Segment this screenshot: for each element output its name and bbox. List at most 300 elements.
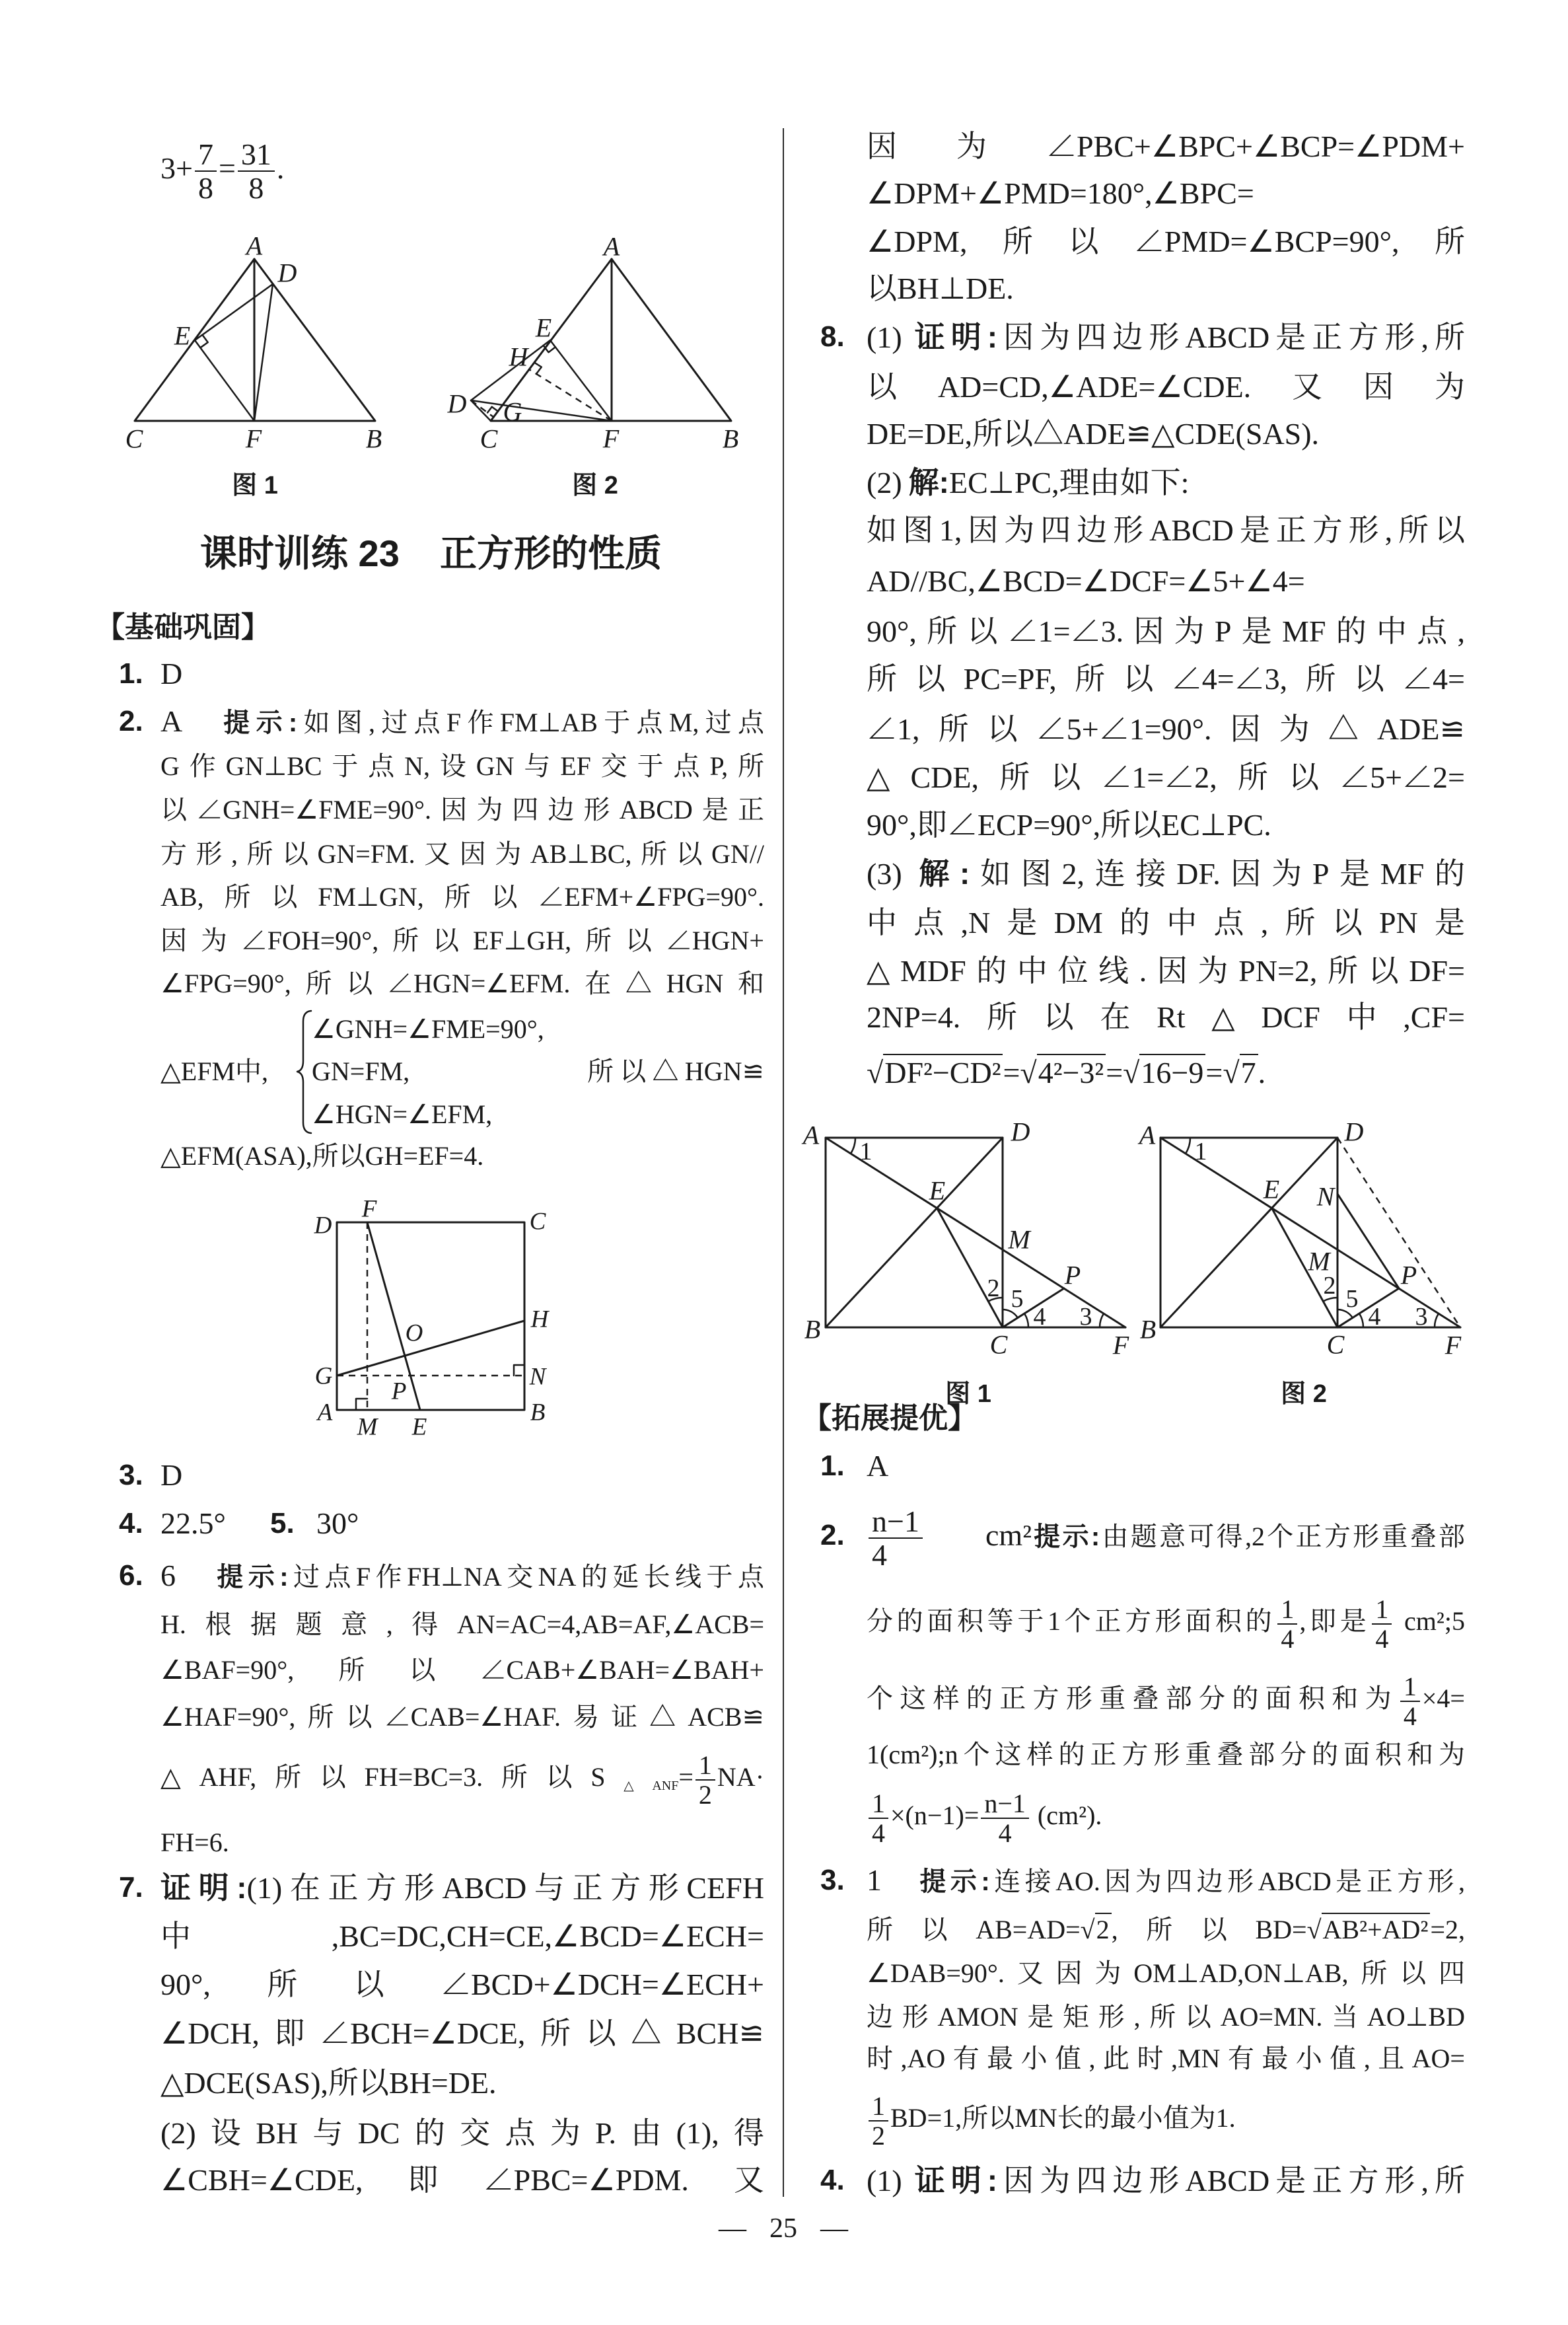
hint-line	[160, 1691, 764, 1744]
proof-line	[867, 215, 1465, 268]
proof-line	[160, 2154, 764, 2207]
point-label: D	[314, 1212, 332, 1239]
text-run: =2,	[1430, 1915, 1465, 1944]
text-run: 方形,所以GN=FM.又因为AB⊥BC,所以GN//	[160, 839, 764, 869]
text-run: ∠BAF=90°,所以∠CAB+∠BAH=∠BAH+	[160, 1655, 764, 1685]
hint-line	[160, 1130, 764, 1183]
solution-label: 解:	[908, 465, 949, 499]
angle-arc	[1024, 1313, 1028, 1327]
text-run: ∠GNH=∠FME=90°,	[312, 1014, 544, 1044]
solution-line	[867, 897, 1465, 949]
point-label: B	[722, 424, 739, 454]
segment-de	[471, 340, 550, 400]
proof-text	[997, 2164, 1465, 2197]
text-run: ×4=	[1421, 1683, 1465, 1713]
text-run: 中点,N是DM的中点,所以PN是	[867, 906, 1465, 940]
answer: 30°	[316, 1506, 359, 1540]
fraction	[981, 1789, 1029, 1847]
question-8-part-1	[820, 311, 1465, 363]
text-run: △AHF,所以FH=BC=3.所以S	[160, 1762, 606, 1792]
segment-af	[1160, 1138, 1460, 1327]
text-run: 如图,过点F作FM⊥AB于点M,过点	[297, 708, 764, 737]
fraction	[869, 1505, 923, 1572]
hint-text	[1100, 1522, 1465, 1551]
text-run: cm²	[924, 1518, 1032, 1552]
text-run: △CDE,所以∠1=∠2,所以∠5+∠2=	[867, 760, 1465, 794]
point-label: P	[1400, 1260, 1417, 1290]
text-run: =√	[1003, 1056, 1037, 1089]
footer-dash-left: —	[719, 2213, 746, 2244]
figure-question-8-2	[1137, 1117, 1462, 1409]
extend-question-4	[820, 2154, 1465, 2207]
question-3	[119, 1449, 764, 1502]
square-abcd	[337, 1222, 524, 1410]
question-number: 8.	[820, 320, 845, 353]
proof-line	[867, 408, 1465, 461]
angle-label: 4	[1033, 1303, 1046, 1331]
text-run: .	[276, 151, 285, 185]
fraction-denominator: 4	[1403, 1701, 1417, 1731]
dashed-segment-dg	[471, 400, 493, 417]
text-run: 以∠GNH=∠FME=90°.因为四边形ABCD是正	[160, 795, 764, 825]
text-run: G作GN⊥BC于点N,设GN与EF交于点P,所	[160, 751, 764, 781]
fraction-numerator: 1	[1400, 1672, 1420, 1702]
text-run: 以AD=CD,∠ADE=∠CDE.又因为	[867, 370, 1465, 404]
figure-caption: 图 2	[1281, 1380, 1327, 1408]
fraction-numerator: 1	[1277, 1595, 1297, 1625]
figure-caption: 图 2	[572, 472, 618, 499]
solution-label: 解:	[908, 856, 970, 891]
text-run: 90°,所以∠1=∠3.因为P是MF的中点,	[867, 614, 1465, 648]
fraction-denominator: 8	[197, 171, 213, 205]
point-label: D	[1344, 1117, 1364, 1147]
extend-question-1	[820, 1440, 1465, 1493]
point-label: G	[503, 396, 522, 427]
solution-line	[867, 945, 1465, 998]
text-run: =	[678, 1762, 694, 1792]
angle-arc	[988, 1298, 1003, 1302]
text-run: ∠HGN=∠EFM,	[312, 1099, 493, 1129]
question-number: 4.	[119, 1507, 143, 1539]
text-run: 3+	[160, 151, 193, 185]
point-label: H	[509, 342, 528, 372]
question-number: 7.	[119, 1871, 143, 1903]
point-label: A	[802, 1120, 820, 1150]
radicand: 2	[1095, 1913, 1112, 1944]
text-run: 由题意可得,2个正方形重叠部	[1100, 1522, 1465, 1551]
text-run: 个这样的正方形重叠部分的面积和为	[867, 1683, 1398, 1713]
fraction-denominator: 2	[872, 2120, 885, 2151]
text-run: 时,AO有最小值,此时,MN有最小值,且AO=	[867, 2044, 1465, 2073]
proof-label: 证明:	[908, 2163, 998, 2197]
text-run: 过点F作FH⊥NA交NA的延长线于点	[288, 1562, 764, 1592]
part-tag: (2)	[867, 466, 902, 499]
segment-np	[1337, 1194, 1399, 1288]
fraction-numerator: 1	[695, 1751, 715, 1781]
solution-line	[867, 751, 1465, 804]
text-run: H.根据题意,得AN=AC=4,AB=AF,∠ACB=	[160, 1609, 764, 1639]
angle-arc	[1337, 1310, 1353, 1318]
fraction	[238, 138, 275, 205]
hint-line	[160, 1741, 764, 1814]
angle-label: 3	[1415, 1303, 1428, 1331]
hint-text	[990, 1866, 1465, 1896]
extend-question-3	[820, 1854, 1466, 1907]
angle-arc	[1186, 1138, 1190, 1154]
point-label: A	[317, 1399, 333, 1426]
triangle-abc	[135, 259, 375, 421]
point-label: E	[929, 1175, 946, 1206]
dashed-segment-fh	[529, 369, 612, 421]
text-run: 分的面积等于1个正方形面积的	[867, 1606, 1276, 1636]
question-number: 3.	[119, 1459, 143, 1491]
point-label: B	[804, 1314, 821, 1345]
question-number: 2.	[119, 705, 143, 737]
fraction-numerator: n−1	[869, 1505, 923, 1539]
point-label: O	[405, 1319, 423, 1347]
angle-label: 2	[1323, 1272, 1336, 1300]
diagonal-bd	[826, 1138, 1003, 1327]
hint-label: 提示:	[217, 708, 298, 737]
point-label: M	[1308, 1246, 1330, 1276]
angle-label: 1	[1194, 1138, 1207, 1165]
text-run: 1(cm²);n个这样的正方形重叠部分的面积和为	[867, 1740, 1465, 1769]
dashed-segment-df	[1337, 1138, 1460, 1327]
text-run: ×(n−1)=	[890, 1800, 980, 1830]
point-label: P	[391, 1378, 407, 1405]
fraction-numerator: 31	[238, 138, 275, 172]
text-run: ∠DPM,所以∠PMD=∠BCP=90°,所	[867, 225, 1465, 258]
point-label: C	[125, 424, 143, 454]
question-number: 1.	[820, 1450, 845, 1482]
segment-gh	[337, 1321, 524, 1376]
text-run: △EFM中,	[160, 1056, 269, 1086]
segment-cp	[1003, 1288, 1064, 1327]
text-run: √	[867, 1056, 884, 1089]
hint-line	[160, 957, 764, 1010]
segment-ed	[195, 284, 273, 340]
question-8-part-2	[867, 456, 1465, 509]
answer: D	[160, 657, 183, 690]
segment-df	[471, 400, 612, 421]
point-label: M	[1008, 1224, 1030, 1255]
point-label: D	[447, 388, 467, 419]
text-run: 90°,所以∠BCD+∠DCH=∠ECH+	[160, 1968, 764, 2001]
right-angle-mark	[200, 335, 207, 348]
footer-dash-right: —	[820, 2213, 848, 2244]
fraction	[869, 2092, 888, 2150]
text-run: BD=1,所以MN长的最小值为1.	[890, 2103, 1236, 2133]
text-run: cm²;5	[1394, 1606, 1466, 1636]
part-tag: (1)	[867, 2164, 902, 2197]
text-run: △EFM(ASA),所以GH=EF=4.	[160, 1141, 484, 1171]
point-label: B	[365, 424, 382, 454]
lesson-number: 课时训练 23	[200, 533, 400, 574]
solution-line	[867, 799, 1465, 852]
angle-arc	[851, 1138, 855, 1154]
angle-arc	[1359, 1313, 1363, 1327]
text-run: △MDF的中位线.因为PN=2,所以DF=	[867, 954, 1465, 988]
question-number: 6.	[119, 1559, 143, 1592]
fraction	[695, 1751, 715, 1809]
text-run: =√	[1106, 1056, 1140, 1089]
equation-system-lead	[160, 1045, 268, 1098]
fraction	[1277, 1595, 1297, 1653]
text-run: 中,BC=DC,CH=CE,∠BCD=∠ECH=	[160, 1919, 764, 1953]
part-tag: (1)	[867, 320, 902, 354]
text-run: 如图1,因为四边形ABCD是正方形,所以	[867, 513, 1465, 547]
hint-line	[867, 1585, 1465, 1658]
fraction-numerator: 1	[869, 1789, 888, 1819]
text-run: DE=DE,所以△ADE≌△CDE(SAS).	[867, 417, 1320, 451]
text-run: △DCE(SAS),所以BH=DE.	[160, 2066, 497, 2100]
figure-triangle-2	[447, 232, 739, 500]
angle-arc	[1435, 1313, 1439, 1327]
radicand: 7	[1240, 1054, 1258, 1090]
text-run: 因为∠PBC+∠BPC+∠BCP=∠PDM+	[867, 129, 1465, 163]
section-heading-basic: 【基础巩固】	[96, 611, 270, 644]
fraction-denominator: 4	[872, 1538, 887, 1572]
point-label: B	[1139, 1314, 1157, 1345]
triangle-abc	[491, 259, 731, 421]
solution-line	[867, 991, 1465, 1044]
text-run: ,即是	[1299, 1606, 1371, 1636]
radicand: DF²−CD²	[883, 1054, 1003, 1090]
fraction	[195, 138, 217, 205]
question-number: 1.	[119, 657, 143, 690]
solution-line	[867, 653, 1465, 706]
text-run: NA·	[717, 1762, 765, 1792]
segment-ec	[1272, 1208, 1338, 1328]
text-run: (cm²).	[1030, 1800, 1102, 1830]
fraction-numerator: 1	[1372, 1595, 1392, 1625]
segment-df	[254, 284, 273, 421]
hint-line	[867, 2032, 1465, 2085]
text-run: AD//BC,∠BCD=∠DCF=∠5+∠4=	[867, 564, 1305, 598]
questions-4-5	[119, 1497, 764, 1550]
segment-fe	[367, 1222, 420, 1410]
radicand: AB²+AD²	[1322, 1913, 1431, 1944]
text-run: FH=6.	[160, 1827, 229, 1857]
solution-text	[970, 857, 1465, 891]
point-label: C	[989, 1329, 1008, 1360]
angle-label: 4	[1368, 1303, 1381, 1331]
proof-text	[247, 1871, 764, 1905]
radicand: 16−9	[1139, 1054, 1205, 1090]
point-label: E	[411, 1413, 427, 1441]
question-number: 2.	[820, 1519, 845, 1551]
proof-line	[160, 1958, 764, 2011]
figure-caption: 图 1	[945, 1380, 991, 1408]
solution-line	[867, 605, 1465, 658]
section-heading-extend: 【拓展提优】	[802, 1402, 977, 1434]
point-label: A	[603, 231, 620, 262]
fraction-denominator: 4	[998, 1818, 1012, 1848]
question-number: 5.	[270, 1507, 295, 1539]
text-run: 连接AO.因为四边形ABCD是正方形,	[989, 1866, 1466, 1896]
solution-line	[867, 504, 1465, 557]
lesson-title: 正方形的性质	[440, 533, 662, 574]
question-8-part-3	[867, 847, 1465, 900]
hint-line	[867, 1779, 1465, 1852]
text-run: .	[1258, 1056, 1266, 1089]
fraction-denominator: 4	[1375, 1623, 1389, 1654]
point-label: F	[245, 424, 262, 454]
segment-dc	[471, 400, 491, 421]
point-label: M	[357, 1413, 378, 1441]
point-label: B	[530, 1399, 546, 1426]
figure-triangle-1	[125, 231, 382, 500]
fraction-denominator: 8	[248, 171, 264, 205]
figure-caption: 图 1	[232, 472, 278, 499]
proof-text	[997, 320, 1465, 354]
segment-cp	[1337, 1288, 1399, 1327]
fraction-denominator: 4	[1281, 1623, 1295, 1654]
extend-question-2	[820, 1499, 1465, 1572]
text-run: 如图2,连接DF.因为P是MF的	[970, 857, 1465, 891]
text-run: 所以PC=PF,所以∠4=∠3,所以∠4=	[867, 662, 1465, 696]
hint-line	[867, 2082, 1465, 2155]
right-angle-mark	[534, 363, 542, 374]
text-run: ∠1,所以∠5+∠1=90°.因为△ADE≌	[867, 712, 1465, 746]
angle-label: 1	[859, 1138, 873, 1165]
answer: 22.5°	[160, 1506, 226, 1540]
hint-line	[160, 1598, 764, 1651]
question-number: 4.	[820, 2164, 845, 2196]
solution-line	[867, 1047, 1465, 1099]
angle-label: 5	[1011, 1285, 1024, 1313]
point-label: E	[174, 320, 191, 351]
text-run: =	[218, 151, 236, 185]
fraction-numerator: 1	[869, 2092, 888, 2122]
point-label: C	[1326, 1329, 1345, 1360]
proof-line	[160, 2107, 764, 2160]
radicand: 4²−3²	[1037, 1054, 1106, 1090]
text-run: (1)在正方形ABCD与正方形CEFH	[246, 1871, 764, 1905]
point-label: F	[602, 424, 620, 454]
fraction-numerator: n−1	[981, 1789, 1029, 1819]
angle-label: 5	[1345, 1285, 1359, 1313]
segment-ef	[195, 340, 254, 421]
fraction	[869, 1789, 888, 1847]
segment-af	[826, 1138, 1125, 1327]
square-abcd	[1160, 1138, 1337, 1327]
proof-label: 证明:	[908, 320, 998, 354]
point-label: P	[1064, 1260, 1081, 1290]
point-label: G	[314, 1362, 333, 1390]
answer: 6	[160, 1559, 176, 1592]
text-run: 以BH⊥DE.	[867, 272, 1014, 305]
point-label: F	[1444, 1330, 1462, 1360]
point-label: D	[1011, 1117, 1030, 1147]
text-run: 所以AB=AD=√	[867, 1915, 1095, 1944]
point-label: A	[1139, 1120, 1156, 1150]
previous-answer-equation	[160, 132, 764, 205]
fraction-denominator: 2	[698, 1779, 712, 1810]
point-label: D	[277, 258, 297, 288]
subscript: △ANF	[605, 1779, 679, 1793]
point-label: E	[1263, 1174, 1280, 1204]
answer: 1	[867, 1863, 882, 1897]
point-label: H	[530, 1306, 549, 1333]
point-label: A	[246, 231, 263, 261]
solution-text	[949, 466, 1189, 499]
text-run: =√	[1205, 1056, 1240, 1089]
angle-arc	[1100, 1313, 1104, 1327]
answer: A	[160, 704, 183, 738]
hint-text	[289, 1562, 764, 1592]
hint-line	[160, 1644, 764, 1697]
text-run: 因为四边形ABCD是正方形,所	[997, 2164, 1465, 2197]
hint-label: 提示:	[1032, 1522, 1100, 1551]
fraction-denominator: 4	[872, 1818, 885, 1848]
text-run: ∠DPM+∠PMD=180°,∠BPC=	[867, 176, 1254, 210]
hint-label: 提示:	[212, 1563, 289, 1592]
right-angle-mark	[544, 346, 555, 352]
answer: D	[160, 1458, 183, 1492]
point-label: C	[480, 424, 498, 454]
angle-arc	[1323, 1298, 1337, 1302]
text-run: 因为四边形ABCD是正方形,所	[997, 320, 1465, 354]
proof-line	[160, 1910, 764, 1963]
figure-question-8-1	[801, 1117, 1129, 1409]
text-run: AB,所以FM⊥GN,所以∠EFM+∠FPG=90°.	[160, 882, 764, 912]
text-run: (2)设BH与DC的交点为P.由(1),得	[160, 2116, 764, 2150]
solution-line	[867, 555, 1465, 608]
right-angle-mark	[356, 1399, 367, 1410]
angle-arc	[1003, 1310, 1018, 1318]
text-run: 因为∠FOH=90°,所以EF⊥GH,所以∠HGN+	[160, 926, 764, 955]
hint-text	[297, 708, 764, 737]
text-run: ,所以BD=√	[1111, 1915, 1322, 1944]
answer: A	[867, 1449, 889, 1483]
hint-label: 提示:	[915, 1867, 990, 1896]
hint-line	[867, 1662, 1465, 1735]
text-run: EC⊥PC,理由如下:	[948, 466, 1190, 499]
part-tag: (3)	[867, 857, 902, 891]
fraction-numerator: 7	[195, 138, 217, 172]
column-divider	[783, 128, 784, 2197]
solution-line	[867, 703, 1465, 756]
proof-line	[160, 2007, 764, 2060]
text-run: GN=FM,	[312, 1056, 410, 1086]
text-run: ∠FPG=90°,所以∠HGN=∠EFM.在△HGN和	[160, 969, 764, 998]
right-angle-mark	[514, 1365, 524, 1376]
proof-line	[867, 167, 1465, 220]
segment-ec	[937, 1208, 1003, 1328]
text-run: 所以△HGN≌	[587, 1056, 764, 1086]
angle-label: 3	[1079, 1303, 1092, 1331]
page-number: 25	[769, 2213, 797, 2244]
point-label: F	[361, 1195, 377, 1223]
hint-line	[867, 1728, 1465, 1781]
point-label: N	[529, 1363, 546, 1391]
answer	[867, 1499, 1032, 1572]
question-1	[119, 647, 764, 700]
square-abcd	[826, 1138, 1003, 1327]
text-run: ∠DCH,即∠BCH=∠DCE,所以△BCH≌	[160, 2016, 764, 2050]
proof-line	[867, 262, 1465, 315]
text-run: ∠CBH=∠CDE,即∠PBC=∠PDM.又	[160, 2163, 764, 2197]
text-run: 2NP=4.所以在Rt△DCF中,CF=	[867, 1000, 1465, 1034]
figure-square-question-2	[314, 1196, 550, 1441]
left-brace	[297, 1011, 311, 1133]
fraction	[1372, 1595, 1392, 1653]
text-run: 90°,即∠ECP=90°,所以EC⊥PC.	[867, 808, 1271, 842]
question-6	[119, 1549, 764, 1602]
proof-line	[867, 361, 1465, 414]
diagonal-bd	[1160, 1138, 1337, 1327]
